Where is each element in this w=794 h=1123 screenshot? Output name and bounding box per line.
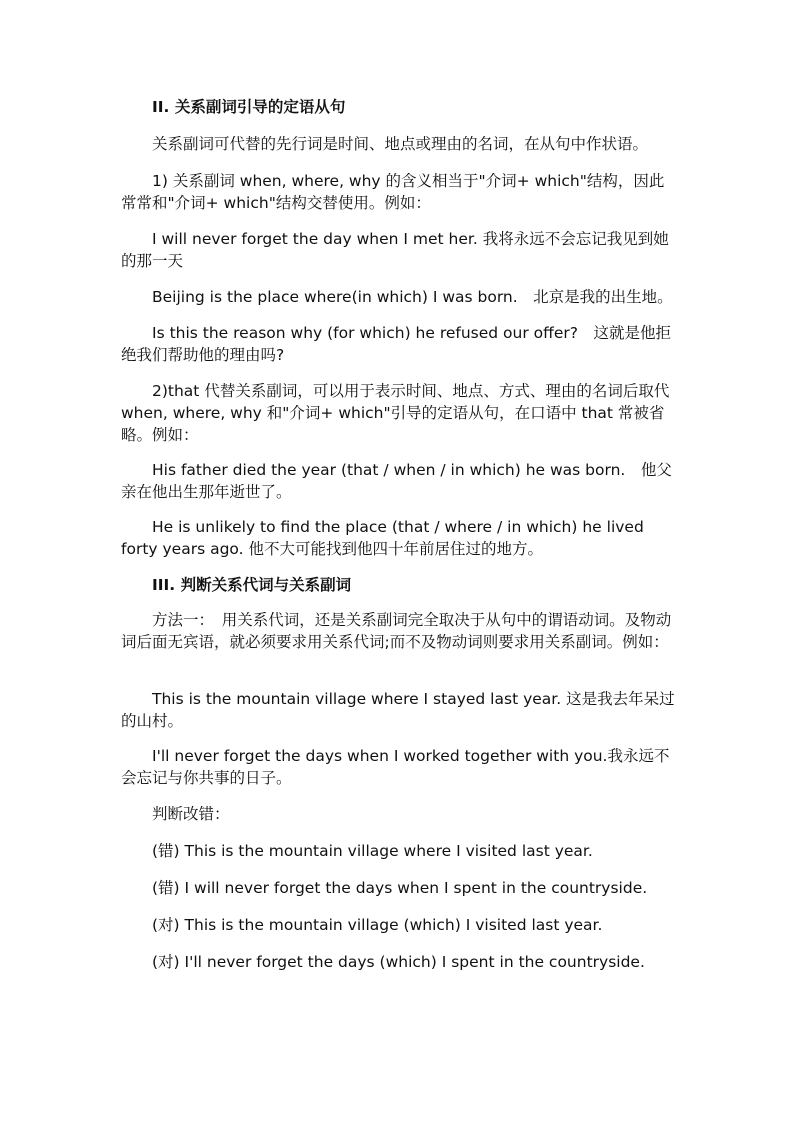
paragraph-method-1: 方法一： 用关系代词，还是关系副词完全取决于从句中的谓语动词。及物动词后面无宾语，就必须要求用关系代词;而不及物动词则要求用关系副词。例如：	[121, 611, 672, 651]
correct-example-2: (对) I'll never forget the days (which) I spent in the countryside.	[152, 953, 645, 971]
paragraph-point-1: 1) 关系副词 when, where, why 的含义相当于"介词+ which"结构，因此常常和"介词+ which"结构交替使用。例如：	[121, 172, 665, 212]
example-sentence-7: I'll never forget the days when I worked together with you.我永远不会忘记与你共事的日子。	[121, 747, 670, 787]
section-heading-relative-adverbs: II. 关系副词引导的定语从句	[152, 98, 346, 116]
example-sentence-4: His father died the year (that / when / in which) he was born. 他父亲在他出生那年逝世了。	[121, 461, 672, 501]
correct-example-1: (对) This is the mountain village (which) I visited last year.	[152, 916, 603, 934]
example-sentence-1: I will never forget the day when I met her. 我将永远不会忘记我见到她的那一天	[121, 230, 669, 270]
example-sentence-6: This is the mountain village where I stayed last year. 这是我去年呆过的山村。	[121, 690, 675, 730]
paragraph-intro: 关系副词可代替的先行词是时间、地点或理由的名词，在从句中作状语。	[152, 135, 649, 153]
section-heading-judging: III. 判断关系代词与关系副词	[152, 576, 352, 594]
example-sentence-3: Is this the reason why (for which) he refused our offer? 这就是他拒绝我们帮助他的理由吗?	[121, 324, 671, 364]
wrong-example-1: (错) This is the mountain village where I visited last year.	[152, 842, 593, 860]
judge-label: 判断改错：	[152, 805, 230, 823]
paragraph-point-2: 2)that 代替关系副词，可以用于表示时间、地点、方式、理由的名词后取代 when, where, why 和"介词+ which"引导的定语从句，在口语中 that 常被省略。例如：	[121, 382, 670, 444]
example-sentence-2: Beijing is the place where(in which) I was born. 北京是我的出生地。	[152, 288, 673, 306]
example-sentence-5: He is unlikely to find the place (that / where / in which) he lived forty years ago. 他不大可能找到他四十年前居住过的地方。	[121, 518, 644, 558]
wrong-example-2: (错) I will never forget the days when I spent in the countryside.	[152, 879, 648, 897]
